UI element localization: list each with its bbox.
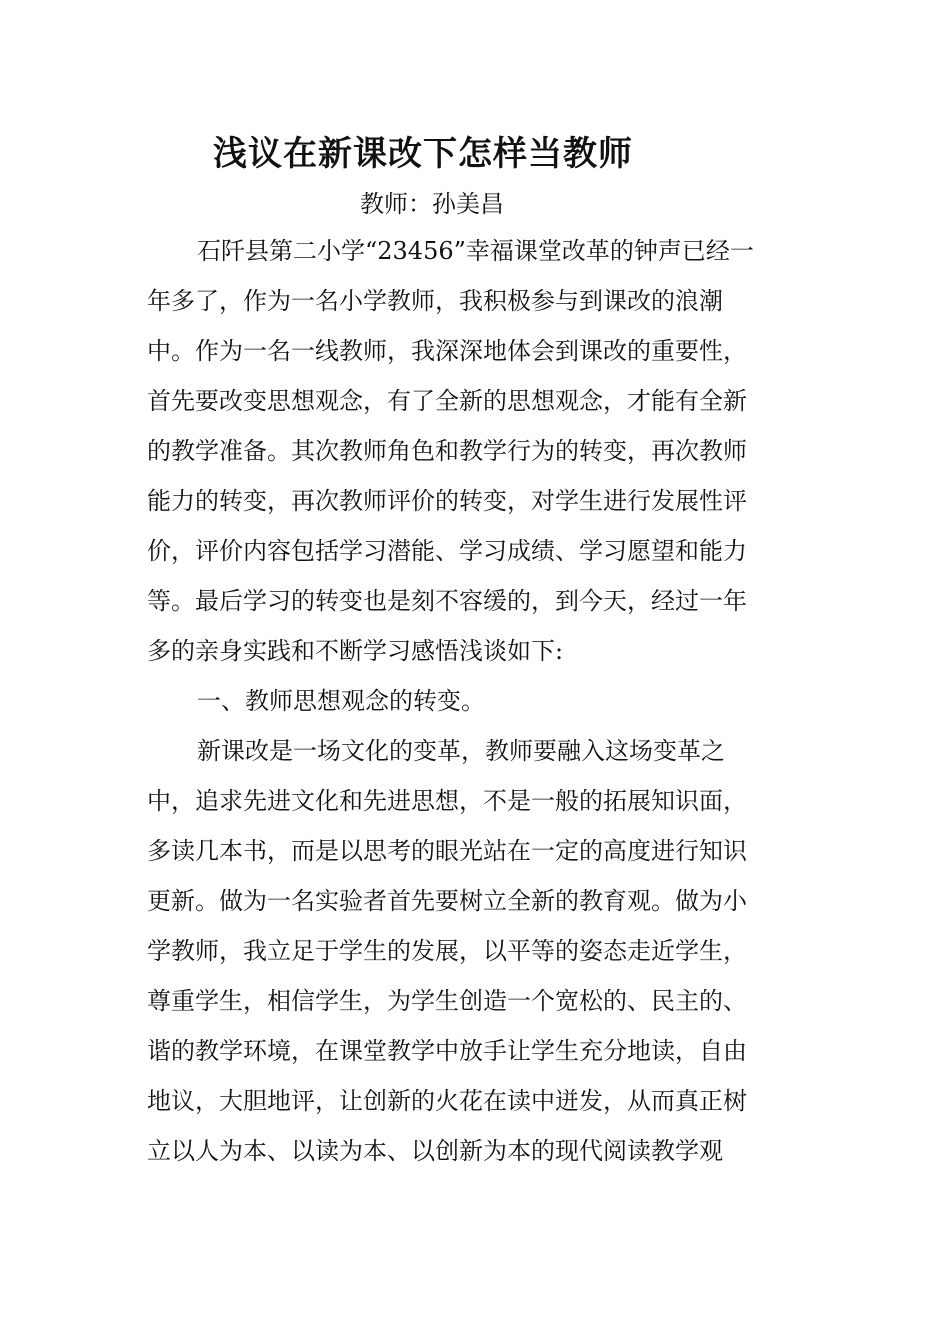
body-line: 学教师，我立足于学生的发展，以平等的姿态走近学生，	[147, 937, 747, 965]
body-line: 价，评价内容包括学习潜能、学习成绩、学习愿望和能力	[147, 537, 747, 565]
body-line: 中。作为一名一线教师，我深深地体会到课改的重要性，	[147, 337, 747, 365]
body-line: 立以人为本、以读为本、以创新为本的现代阅读教学观	[147, 1137, 723, 1165]
body-line: 的教学准备。其次教师角色和教学行为的转变，再次教师	[147, 437, 747, 465]
body-line: 谐的教学环境，在课堂教学中放手让学生充分地读，自由	[147, 1037, 747, 1065]
body-line: 尊重学生，相信学生，为学生创造一个宽松的、民主的、	[147, 987, 747, 1015]
body-line: 更新。做为一名实验者首先要树立全新的教育观。做为小	[147, 887, 747, 915]
body-line: 能力的转变，再次教师评价的转变，对学生进行发展性评	[147, 487, 747, 515]
body-line: 年多了，作为一名小学教师，我积极参与到课改的浪潮	[147, 287, 723, 315]
section-heading: 一、教师思想观念的转变。	[197, 687, 485, 715]
document-author: 教师：孙美昌	[360, 190, 504, 218]
body-line: 中，追求先进文化和先进思想，不是一般的拓展知识面，	[147, 787, 747, 815]
body-line: 石阡县第二小学“23456”幸福课堂改革的钟声已经一	[197, 237, 754, 265]
body-line: 地议，大胆地评，让创新的火花在读中迸发，从而真正树	[147, 1087, 747, 1115]
document-title: 浅议在新课改下怎样当教师	[213, 134, 633, 174]
body-line: 首先要改变思想观念，有了全新的思想观念，才能有全新	[147, 387, 747, 415]
body-line: 多的亲身实践和不断学习感悟浅谈如下:	[147, 637, 564, 665]
body-line: 多读几本书，而是以思考的眼光站在一定的高度进行知识	[147, 837, 747, 865]
body-line: 新课改是一场文化的变革，教师要融入这场变革之	[197, 737, 725, 765]
body-line: 等。最后学习的转变也是刻不容缓的，到今天，经过一年	[147, 587, 747, 615]
